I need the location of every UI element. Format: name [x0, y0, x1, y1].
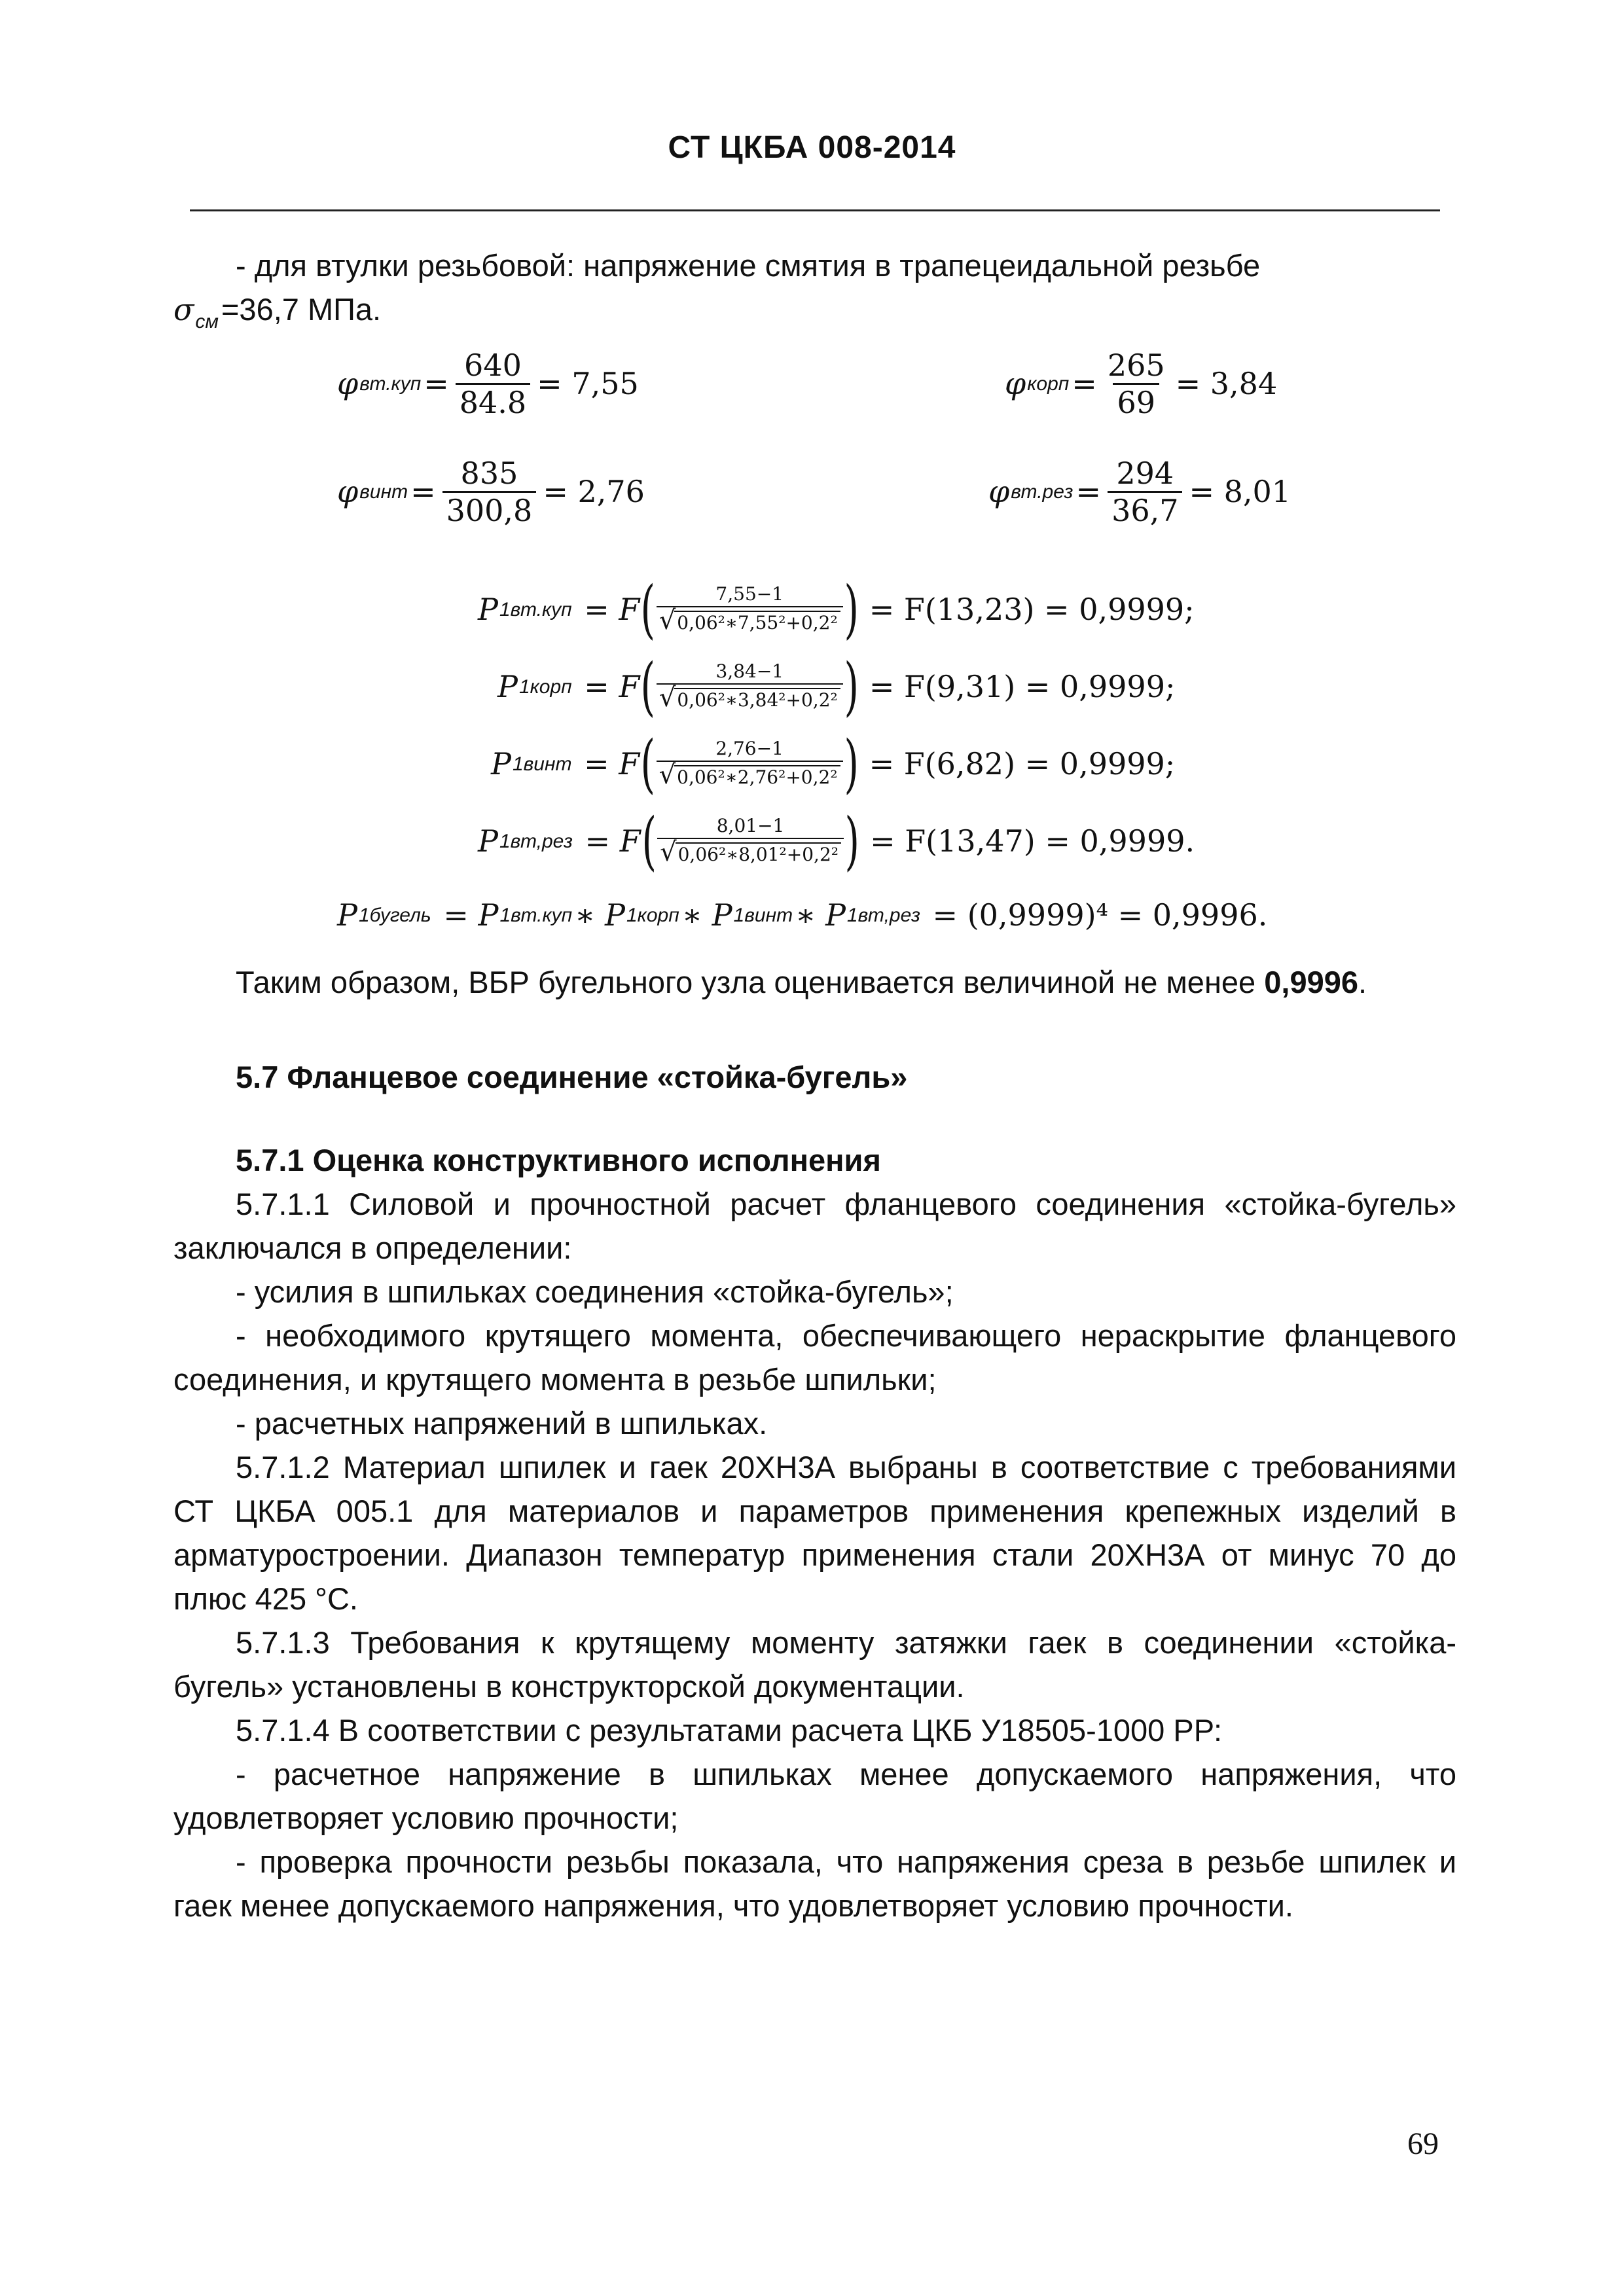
p-sub: 1винт	[512, 753, 572, 775]
right-paren: )	[844, 727, 859, 800]
phi-sub: корп	[1027, 373, 1070, 395]
fraction-numerator: 294	[1116, 456, 1174, 491]
probability-formula: P 1винт = F ( $\frac{2,76-1}{\text{√0,06²∗2,76²+0,2²}}$ ) = F(6,82) = 0,9999;	[491, 727, 1176, 800]
conclusion-end: .	[1358, 965, 1367, 999]
phi-result: = 7,55	[537, 366, 639, 401]
sqrt-icon: √	[659, 683, 676, 713]
paragraph: 5.7.1.4 В соответствии с результатами расчета ЦКБ У18505-1000 РР:	[236, 1713, 1223, 1748]
product-formula: P 1бугель = P 1вт.куп ∗ P 1корп ∗ P 1винт ∗ P 1вт,рез = (0,9999)⁴ = 0,9996.	[337, 893, 1267, 937]
conclusion-value: 0,9996	[1264, 965, 1359, 999]
fraction-numerator: 835	[460, 456, 518, 491]
p-symbol: P	[491, 745, 511, 781]
fraction-numerator: 2,76−1	[715, 738, 784, 759]
sqrt-radicand: 0,06²∗8,01²+0,2²	[676, 842, 841, 865]
p-sub: 1бугель	[358, 905, 431, 926]
p-sub: 1вт,рез	[846, 905, 920, 926]
page-body	[173, 243, 1456, 1928]
fraction-denominator	[657, 683, 843, 713]
p-symbol: P	[825, 897, 846, 933]
intro-text: - для втулки резьбовой: напряжение смятия в трапецеидальной резьбе	[236, 248, 1261, 283]
probability-formula: P 1вт,рез = F ( $\frac{8,01-1}{\text{√0,06²∗8,01²+0,2²}}$ ) = F(13,47) = 0,9999.	[478, 804, 1195, 878]
probability-result: = F(9,31) = 0,9999;	[869, 668, 1176, 704]
sqrt-radicand: 0,06²∗2,76²+0,2²	[674, 765, 840, 788]
conclusion-paragraph	[173, 960, 1456, 1004]
paragraph: 5.7.1.2 Материал шпилек и гаек 20ХН3А выбраны в соответствие с требованиями СТ ЦКБА 005.1 для материалов и параметров применения крепежных изделий в арматуростроении. Диапазон температур применения стали 20ХН3А от минус 70 до плюс 425 °С.	[173, 1450, 1456, 1616]
page-number: 69	[1407, 2126, 1439, 2161]
p-symbol: P	[337, 897, 357, 933]
probability-row	[173, 804, 1456, 887]
list-item: - усилия в шпильках соединения «стойка-бугель»;	[236, 1274, 954, 1309]
phi-result: = 3,84	[1175, 366, 1278, 401]
left-paren: (	[640, 573, 656, 646]
phi-symbol: φ	[988, 474, 1010, 509]
probability-result: = F(13,47) = 0,9999.	[870, 823, 1195, 859]
sqrt-radicand: 0,06²∗7,55²+0,2²	[674, 611, 840, 634]
probability-fraction	[657, 814, 844, 868]
list-item: - расчетных напряжений в шпильках.	[236, 1406, 768, 1441]
p-sub: 1вт.куп	[499, 905, 573, 926]
phi-sub: вт.рез	[1011, 481, 1074, 503]
p-symbol: P	[605, 897, 625, 933]
p-sub: 1вт.куп	[499, 598, 572, 620]
sigma-line	[173, 292, 382, 332]
fraction-numerator: 3,84−1	[715, 660, 784, 682]
p-symbol: P	[497, 668, 518, 704]
document-header: СТ ЦКБА 008-2014	[668, 130, 956, 165]
list-item: - расчетное напряжение в шпильках менее допускаемого напряжения, что удовлетворяет условию прочности;	[173, 1757, 1456, 1835]
product-row	[173, 887, 1456, 952]
phi-formula: φ вт.куп = $\frac{640}{84.8}$ = 7,55	[337, 348, 639, 420]
left-paren: (	[640, 727, 656, 800]
phi-symbol: φ	[337, 474, 359, 509]
sigma-sub: см	[195, 311, 219, 332]
probability-row	[173, 650, 1456, 732]
header-rule	[190, 209, 1440, 211]
p-symbol: P	[478, 823, 498, 859]
probability-result: = F(13,23) = 0,9999;	[869, 591, 1195, 627]
phi-symbol: φ	[337, 366, 359, 401]
intro-paragraph	[173, 243, 1456, 344]
probability-fraction	[657, 583, 843, 636]
list-item: - необходимого крутящего момента, обеспечивающего нераскрытие фланцевого соединения, и крутящего момента в резьбе шпильки;	[173, 1318, 1456, 1397]
fraction-numerator: 7,55−1	[715, 583, 784, 605]
phi-formula: φ корп = $\frac{265}{69}$ = 3,84	[1005, 348, 1278, 420]
fraction-denominator	[657, 838, 844, 868]
p-symbol: P	[478, 591, 498, 627]
fraction-denominator	[657, 761, 843, 791]
p-sub: 1винт	[733, 905, 793, 926]
left-paren: (	[641, 804, 657, 878]
phi-formula: φ вт.рез = $\frac{294}{36,7}$ = 8,01	[988, 456, 1291, 528]
fraction-denominator: 84.8	[456, 383, 530, 419]
probability-formula: P 1корп = F ( $\frac{3,84-1}{\text{√0,06²∗3,84²+0,2²}}$ ) = F(9,31) = 0,9999;	[497, 650, 1176, 723]
fraction-numerator: 640	[464, 348, 522, 383]
probability-row	[173, 573, 1456, 655]
subsection-title: 5.7.1 Оценка конструктивного исполнения	[236, 1143, 881, 1177]
probability-row	[173, 727, 1456, 810]
sqrt-icon: √	[660, 837, 677, 867]
phi-formula: φ винт = $\frac{835}{300,8}$ = 2,76	[337, 456, 645, 528]
right-paren: )	[844, 804, 859, 878]
fraction-denominator	[657, 606, 843, 636]
phi-row-2	[173, 457, 1456, 565]
right-paren: )	[844, 650, 859, 723]
phi-result: = 8,01	[1189, 474, 1291, 509]
section-title: 5.7 Фланцевое соединение «стойка-бугель»	[236, 1060, 908, 1094]
fraction-numerator: 8,01−1	[716, 815, 785, 836]
paragraph: 5.7.1.1 Силовой и прочностной расчет фланцевого соединения «стойка-бугель» заключался в определении:	[173, 1187, 1456, 1265]
p-sub: 1вт,рез	[499, 830, 573, 852]
sqrt-radicand: 0,06²∗3,84²+0,2²	[674, 688, 840, 711]
p-sub: 1корп	[518, 675, 572, 698]
probability-fraction	[657, 660, 843, 713]
probability-fraction	[657, 737, 843, 791]
phi-fraction	[442, 457, 537, 527]
phi-fraction	[456, 349, 530, 419]
sqrt-icon: √	[659, 760, 676, 790]
phi-result: = 2,76	[543, 474, 645, 509]
sigma-symbol: σ	[173, 292, 194, 327]
phi-fraction	[1104, 349, 1169, 419]
list-item: - проверка прочности резьбы показала, что напряжения среза в резьбе шпилек и гаек менее допускаемого напряжения, что удовлетворяет условию прочности.	[173, 1844, 1456, 1923]
paragraph: 5.7.1.3 Требования к крутящему моменту затяжки гаек в соединении «стойка-бугель» установлены в конструкторской документации.	[173, 1625, 1456, 1704]
fraction-denominator: 300,8	[442, 491, 537, 527]
phi-fraction	[1108, 457, 1182, 527]
phi-sub: вт.куп	[359, 373, 422, 395]
sqrt-icon: √	[659, 605, 676, 636]
fraction-denominator: 36,7	[1108, 491, 1182, 527]
left-paren: (	[640, 650, 656, 723]
sigma-value: =36,7 МПа.	[221, 292, 382, 327]
p-symbol: P	[478, 897, 499, 933]
conclusion-text: Таким образом, ВБР бугельного узла оценивается величиной не менее	[236, 965, 1265, 999]
fraction-numerator: 265	[1107, 348, 1165, 383]
phi-symbol: φ	[1005, 366, 1026, 401]
phi-sub: винт	[359, 481, 408, 503]
fraction-denominator: 69	[1113, 383, 1159, 419]
product-result: = (0,9999)⁴ = 0,9996.	[932, 897, 1268, 933]
right-paren: )	[844, 573, 859, 646]
probability-result: = F(6,82) = 0,9999;	[869, 745, 1176, 781]
p-sub: 1корп	[626, 905, 679, 926]
probability-formula: P 1вт.куп = F ( $\frac{7,55-1}{\text{√0,06²∗7,55²+0,2²}}$ ) = F(13,23) = 0,9999;	[478, 573, 1195, 646]
p-symbol: P	[712, 897, 732, 933]
phi-row-1	[173, 349, 1456, 457]
